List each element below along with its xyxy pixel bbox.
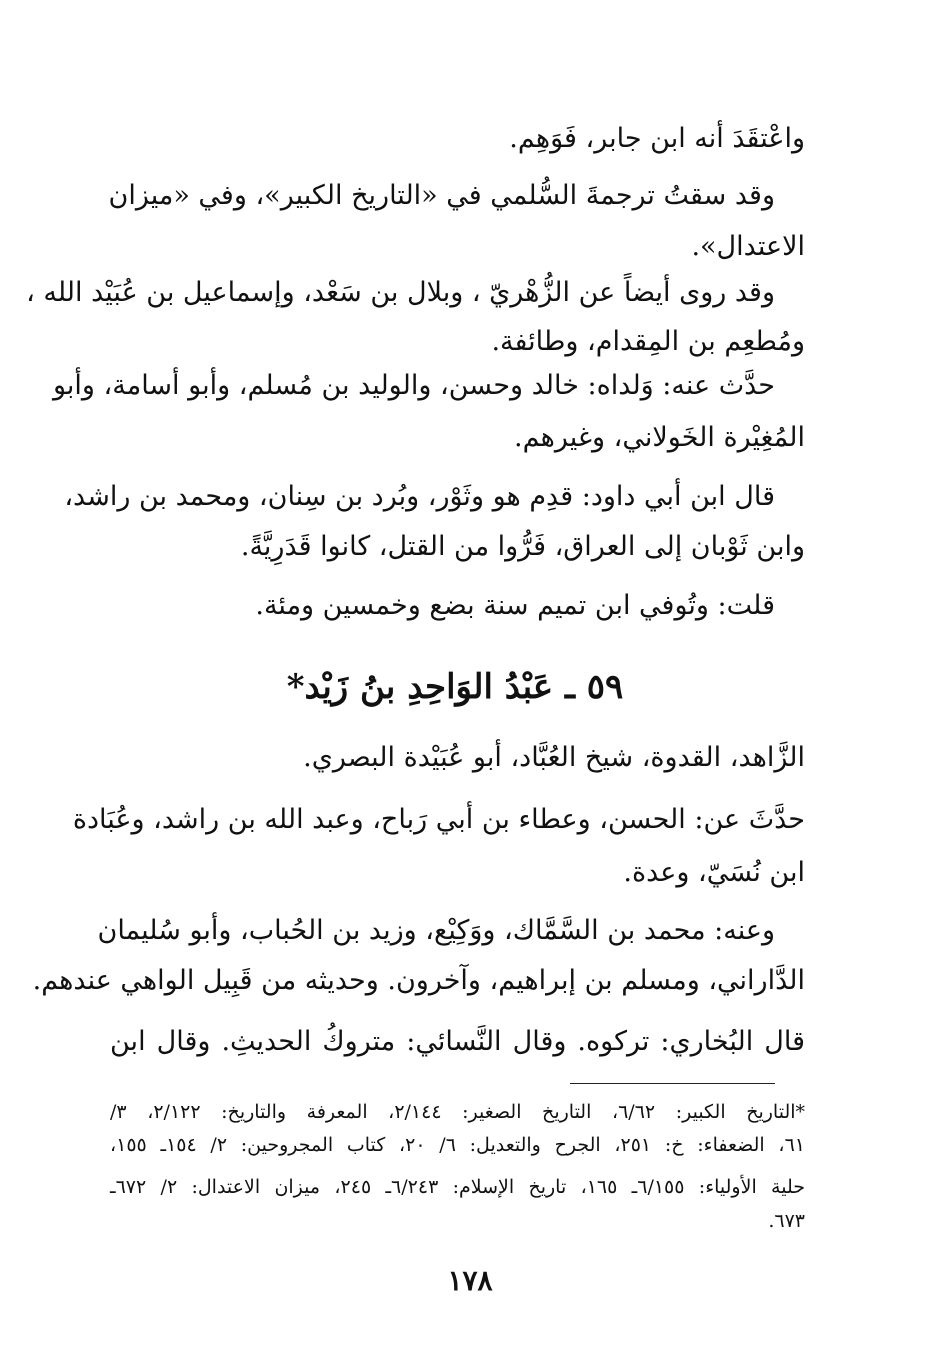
footnote-rule [570,1083,775,1084]
footnote-line: ٦١، الضعفاء: خ: ٢٥١، الجرح والتعديل: ٦/ ٢٠، كتاب المجروحين: ٢/ ١٥٤ـ ١٥٥، [110,1134,805,1156]
footnote-line: حلية الأولياء: ٦/١٥٥ـ ١٦٥، تاريخ الإسلام: ٦/٢٤٣ـ ٢٤٥، ميزان الاعتدال: ٢/ ٦٧٢ـ [110,1176,805,1198]
text-line: قال البُخاري: تركوه. وقال النَّسائي: متروكُ الحديثِ. وقال ابن [110,1026,805,1057]
text-line: المُغِيْرة الخَولاني، وغيرهم. [514,422,805,453]
text-line: وابن ثَوْبان إلى العراق، فَرُّوا من القتل، كانوا قَدَرِيَّةً. [240,531,805,562]
text-line: حدَّث عنه: وَلداه: خالد وحسن، والوليد بن مُسلم، وأبو أسامة، وأبو [52,370,775,401]
text-line: الاعتدال». [691,231,805,262]
footnote-line: *التاريخ الكبير: ٦/٦٢، التاريخ الصغير: ٢/١٤٤، المعرفة والتاريخ: ٢/١٢٢، ٣/ [110,1101,806,1123]
text-line: حدَّثَ عن: الحسن، وعطاء بن أبي رَباح، وعبد الله بن راشد، وعُبَادة [72,804,805,835]
footnote-line: ٦٧٣. [768,1210,805,1232]
text-line: وعنه: محمد بن السَّمَّاك، ووَكِيْع، وزيد بن الحُباب، وأبو سُليمان [97,915,775,946]
page-number: ١٧٨ [447,1264,493,1297]
text-line: ابن نُسَيّ، وعدة. [623,857,805,888]
text-line: الزَّاهد، القدوة، شيخ العُبَّاد، أبو عُبَيْدة البصري. [303,742,805,773]
entry-heading: ٥٩ ـ عَبْدُ الوَاحِدِ بنُ زَيْد* [286,667,624,707]
text-line: واعْتقَدَ أنه ابن جابر، فَوَهِم. [509,123,805,154]
text-line: قال ابن أبي داود: قدِم هو وثَوْر، وبُرد بن سِنان، ومحمد بن راشد، [64,481,775,512]
text-line: الدَّاراني، ومسلم بن إبراهيم، وآخرون. وحديثه من قَبِيل الواهي عندهم. [32,965,805,996]
text-line: وقد سقتُ ترجمةَ السُّلمي في «التاريخ الكبير»، وفي «ميزان [108,180,775,211]
text-line: قلت: وتُوفي ابن تميم سنة بضع وخمسين ومئة. [255,590,775,621]
text-line: وقد روى أيضاً عن الزُّهْريّ ، وبلال بن سَعْد، وإسماعيل بن عُبَيْد الله ، [26,277,775,308]
text-line: ومُطعِم بن المِقدام، وطائفة. [491,326,805,357]
